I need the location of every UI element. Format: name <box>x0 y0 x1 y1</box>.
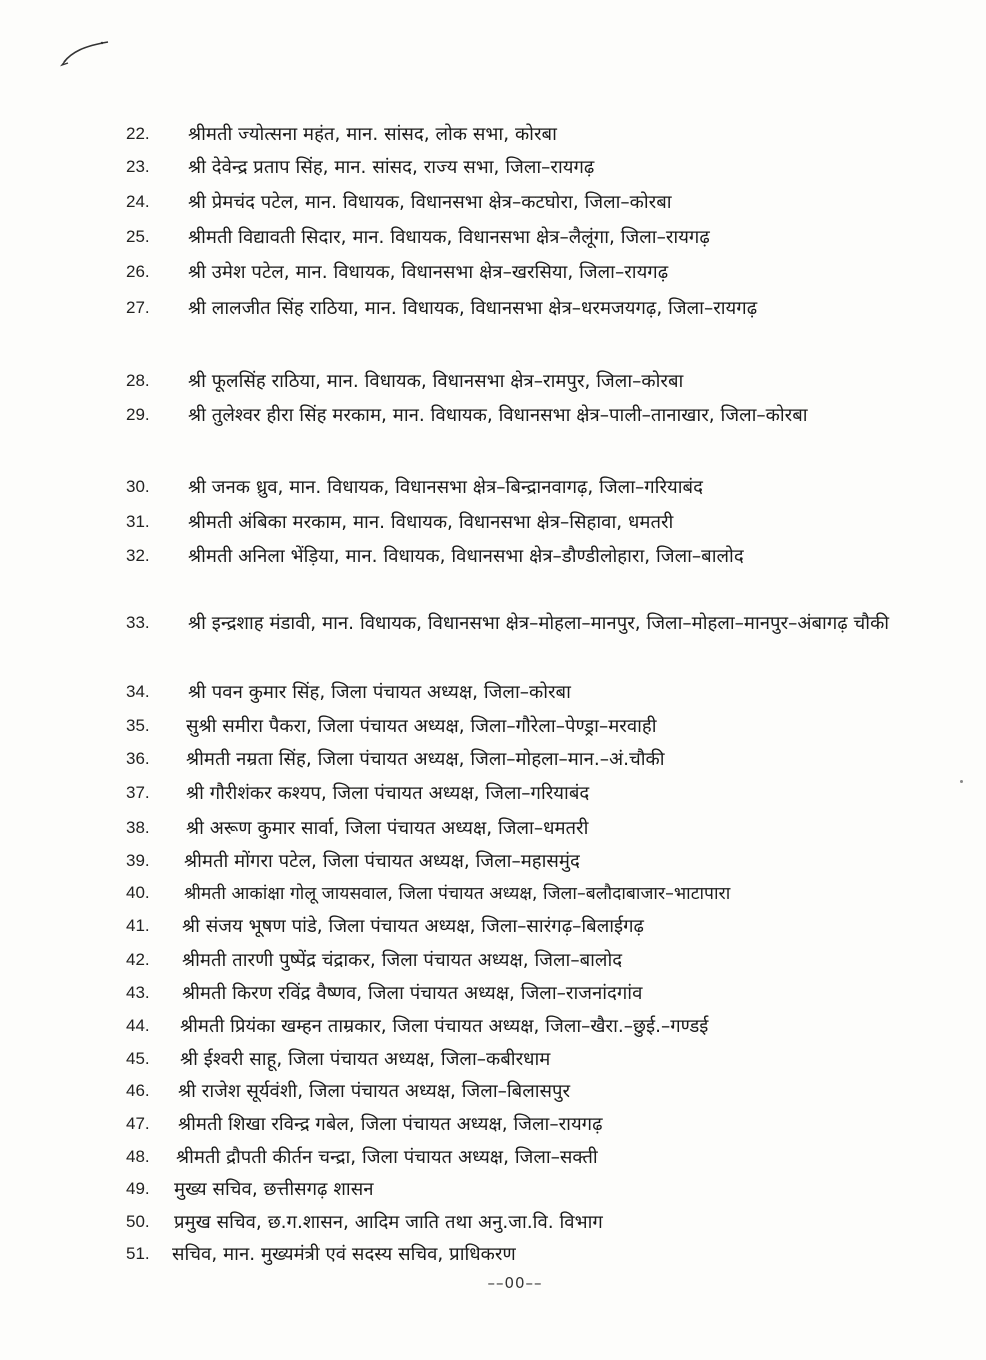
end-of-document-mark: ––00–– <box>487 1274 543 1292</box>
item-number: 46. <box>126 1081 150 1100</box>
item-number: 29. <box>126 405 150 424</box>
item-text: श्री ईश्वरी साहू, जिला पंचायत अध्यक्ष, जिला–कबीरधाम <box>180 1049 551 1070</box>
item-number: 47. <box>126 1114 150 1133</box>
item-text: सचिव, मान. मुख्यमंत्री एवं सदस्य सचिव, प्राधिकरण <box>172 1244 516 1265</box>
item-number: 24. <box>126 192 150 211</box>
item-text: श्री प्रेमचंद पटेल, मान. विधायक, विधानसभा क्षेत्र–कटघोरा, जिला–कोरबा <box>188 192 672 213</box>
item-number: 40. <box>126 883 150 902</box>
item-text: श्रीमती मोंगरा पटेल, जिला पंचायत अध्यक्ष, जिला–महासमुंद <box>184 851 580 872</box>
item-text: श्री अरूण कुमार सार्वा, जिला पंचायत अध्यक्ष, जिला–धमतरी <box>186 818 589 839</box>
item-text: श्रीमती अंबिका मरकाम, मान. विधायक, विधानसभा क्षेत्र–सिहावा, धमतरी <box>188 512 674 533</box>
item-text: श्रीमती विद्यावती सिदार, मान. विधायक, विधानसभा क्षेत्र–लैलूंगा, जिला–रायगढ़ <box>188 227 710 248</box>
item-text: श्रीमती अनिला भेंड़िया, मान. विधायक, विधानसभा क्षेत्र–डौण्डीलोहारा, जिला–बालोद <box>188 546 744 567</box>
item-text: श्रीमती आकांक्षा गोलू जायसवाल, जिला पंचायत अध्यक्ष, जिला–बलौदाबाजार–भाटापारा <box>184 884 731 904</box>
item-text: श्री पवन कुमार सिंह, जिला पंचायत अध्यक्ष, जिला–कोरबा <box>188 682 571 703</box>
item-number: 49. <box>126 1179 150 1198</box>
item-text: श्री गौरीशंकर कश्यप, जिला पंचायत अध्यक्ष, जिला–गरियाबंद <box>186 783 590 804</box>
item-text: श्री तुलेश्वर हीरा सिंह मरकाम, मान. विधायक, विधानसभा क्षेत्र–पाली–तानाखार, जिला–कोरबा <box>188 405 808 426</box>
item-number: 36. <box>126 749 150 768</box>
item-number: 26. <box>126 262 150 281</box>
item-text: श्री संजय भूषण पांडे, जिला पंचायत अध्यक्ष, जिला–सारंगढ़–बिलाईगढ़ <box>182 916 644 937</box>
item-text: श्रीमती किरण रविंद्र वैष्णव, जिला पंचायत अध्यक्ष, जिला–राजनांदगांव <box>182 983 643 1004</box>
item-number: 51. <box>126 1244 150 1263</box>
item-number: 32. <box>126 546 150 565</box>
item-text: श्रीमती ज्योत्सना महंत, मान. सांसद, लोक सभा, कोरबा <box>188 124 557 145</box>
item-number: 33. <box>126 613 150 632</box>
item-number: 44. <box>126 1016 150 1035</box>
item-number: 35. <box>126 716 150 735</box>
item-number: 45. <box>126 1049 150 1068</box>
item-number: 31. <box>126 512 150 531</box>
item-text: श्री जनक ध्रुव, मान. विधायक, विधानसभा क्षेत्र–बिन्द्रानवागढ़, जिला–गरियाबंद <box>188 477 703 498</box>
item-text: श्रीमती द्रौपती कीर्तन चन्द्रा, जिला पंचायत अध्यक्ष, जिला–सक्ती <box>176 1147 598 1168</box>
item-number: 38. <box>126 818 150 837</box>
item-number: 23. <box>126 157 150 176</box>
item-text: श्रीमती प्रियंका खम्हन ताम्रकार, जिला पंचायत अध्यक्ष, जिला–खैरा.–छुई.–गण्डई <box>180 1016 709 1037</box>
item-number: 27. <box>126 298 150 317</box>
item-number: 42. <box>126 950 150 969</box>
item-text: श्री फूलसिंह राठिया, मान. विधायक, विधानसभा क्षेत्र–रामपुर, जिला–कोरबा <box>188 371 684 392</box>
item-text: प्रमुख सचिव, छ.ग.शासन, आदिम जाति तथा अनु.जा.वि. विभाग <box>174 1212 603 1233</box>
item-text: श्रीमती नम्रता सिंह, जिला पंचायत अध्यक्ष, जिला–मोहला–मान.–अं.चौकी <box>186 749 665 770</box>
item-text: श्री लालजीत सिंह राठिया, मान. विधायक, विधानसभा क्षेत्र–धरमजयगढ़, जिला–रायगढ़ <box>188 298 758 319</box>
item-number: 48. <box>126 1147 150 1166</box>
item-text: श्री उमेश पटेल, मान. विधायक, विधानसभा क्षेत्र–खरसिया, जिला–रायगढ़ <box>188 262 669 283</box>
item-text: श्री इन्द्रशाह मंडावी, मान. विधायक, विधानसभा क्षेत्र–मोहला–मानपुर, जिला–मोहला–मानपुर–अंबागढ़ चौकी <box>188 613 890 634</box>
item-number: 25. <box>126 227 150 246</box>
item-number: 39. <box>126 851 150 870</box>
item-number: 37. <box>126 783 150 802</box>
item-text: श्री राजेश सूर्यवंशी, जिला पंचायत अध्यक्ष, जिला–बिलासपुर <box>178 1081 571 1102</box>
scan-speck <box>960 780 963 783</box>
item-number: 43. <box>126 983 150 1002</box>
item-text: श्रीमती शिखा रविन्द्र गबेल, जिला पंचायत अध्यक्ष, जिला–रायगढ़ <box>178 1114 603 1135</box>
item-number: 22. <box>126 124 150 143</box>
item-number: 41. <box>126 916 150 935</box>
item-text: मुख्य सचिव, छत्तीसगढ़ शासन <box>174 1179 374 1200</box>
item-number: 28. <box>126 371 150 390</box>
item-number: 30. <box>126 477 150 496</box>
item-text: सुश्री समीरा पैकरा, जिला पंचायत अध्यक्ष, जिला–गौरेला–पेण्ड्रा–मरवाही <box>186 716 657 737</box>
item-text: श्री देवेन्द्र प्रताप सिंह, मान. सांसद, राज्य सभा, जिला–रायगढ़ <box>188 157 595 178</box>
item-number: 50. <box>126 1212 150 1231</box>
item-number: 34. <box>126 682 150 701</box>
item-text: श्रीमती तारणी पुष्पेंद्र चंद्राकर, जिला पंचायत अध्यक्ष, जिला–बालोद <box>182 950 623 971</box>
